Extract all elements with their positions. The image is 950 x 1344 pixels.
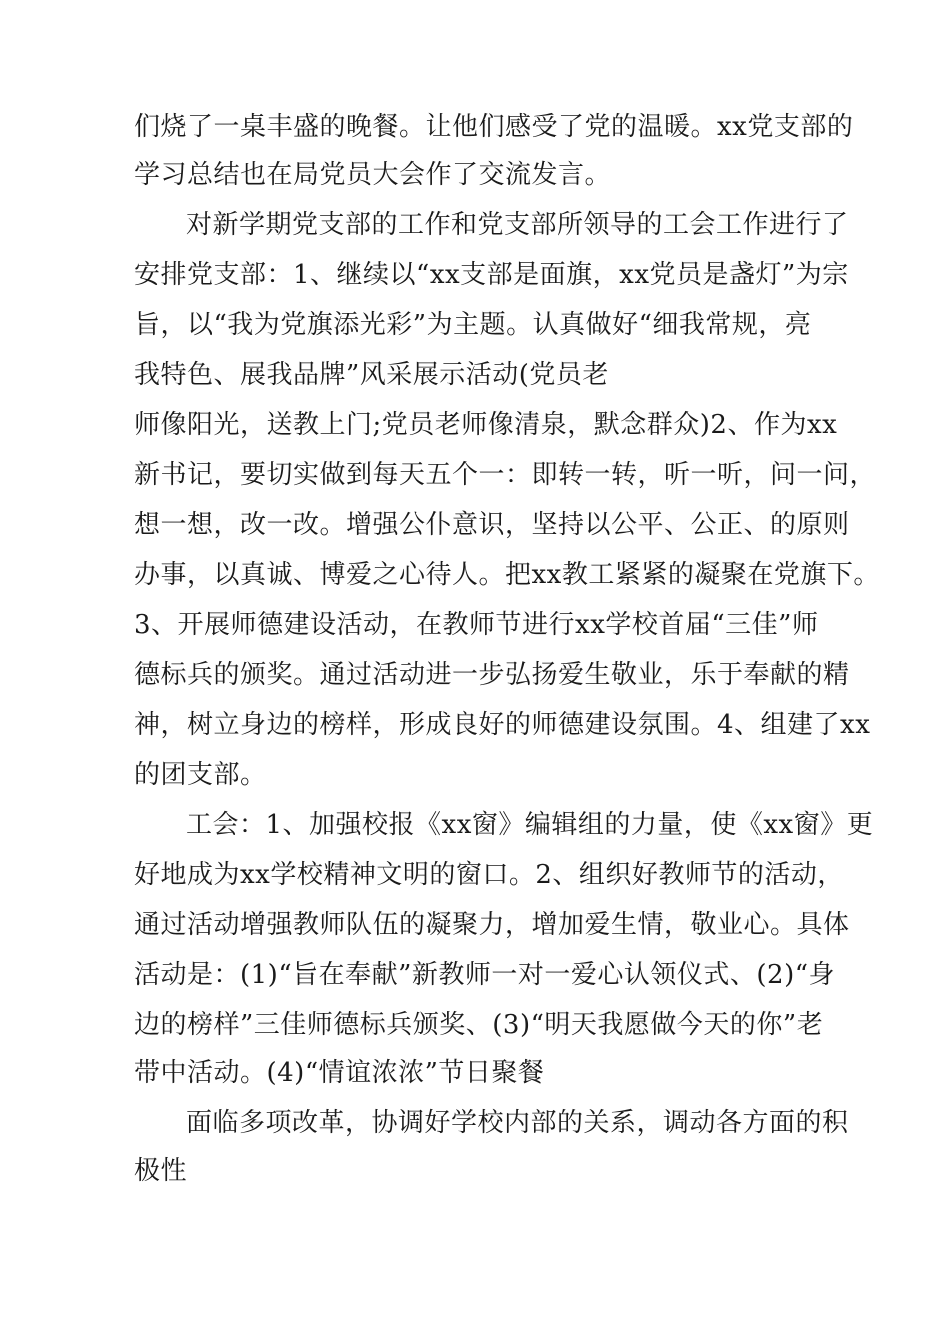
text-line: 神，树立身边的榜样，形成良好的师德建设氛围。4、组建了xx [134, 710, 871, 740]
text-line: 活动是：(1)“旨在奉献”新教师一对一爱心认领仪式、(2)“身 [134, 960, 836, 990]
paragraph-first-line: 对新学期党支部的工作和党支部所领导的工会工作进行了 [186, 210, 849, 240]
text-line: 3、开展师德建设活动，在教师节进行xx学校首届“三佳”师 [134, 610, 819, 640]
text-line: 边的榜样”三佳师德标兵颁奖、(3)“明天我愿做今天的你”老 [134, 1010, 824, 1040]
paragraph-first-line: 工会：1、加强校报《xx窗》编辑组的力量，使《xx窗》更 [186, 810, 874, 840]
text-line: 办事，以真诚、博爱之心待人。把xx教工紧紧的凝聚在党旗下。 [134, 560, 880, 590]
text-line: 的团支部。 [134, 760, 267, 790]
text-line: 师像阳光，送教上门;党员老师像清泉，默念群众)2、作为xx [134, 410, 838, 440]
text-line: 带中活动。(4)“情谊浓浓”节日聚餐 [134, 1058, 545, 1088]
text-line: 极性 [134, 1156, 188, 1186]
text-line: 德标兵的颁奖。通过活动进一步弘扬爱生敬业，乐于奉献的精 [134, 660, 850, 690]
text-line: 新书记，要切实做到每天五个一：即转一转，听一听，问一问， [134, 460, 877, 490]
text-line: 们烧了一桌丰盛的晚餐。让他们感受了党的温暖。xx党支部的 [134, 112, 854, 142]
text-line: 通过活动增强教师队伍的凝聚力，增加爱生情，敬业心。具体 [134, 910, 850, 940]
text-line: 好地成为xx学校精神文明的窗口。2、组织好教师节的活动， [134, 860, 844, 890]
text-line: 旨，以“我为党旗添光彩”为主题。认真做好“细我常规，亮 [134, 310, 812, 340]
paragraph-first-line: 面临多项改革，协调好学校内部的关系，调动各方面的积 [186, 1108, 849, 1138]
text-line: 我特色、展我品牌”风采展示活动(党员老 [134, 360, 609, 390]
text-line: 学习总结也在局党员大会作了交流发言。 [134, 160, 612, 190]
text-line: 想一想，改一改。增强公仆意识，坚持以公平、公正、的原则 [134, 510, 850, 540]
text-line: 安排党支部：1、继续以“xx支部是面旗，xx党员是盏灯”为宗 [134, 260, 849, 290]
